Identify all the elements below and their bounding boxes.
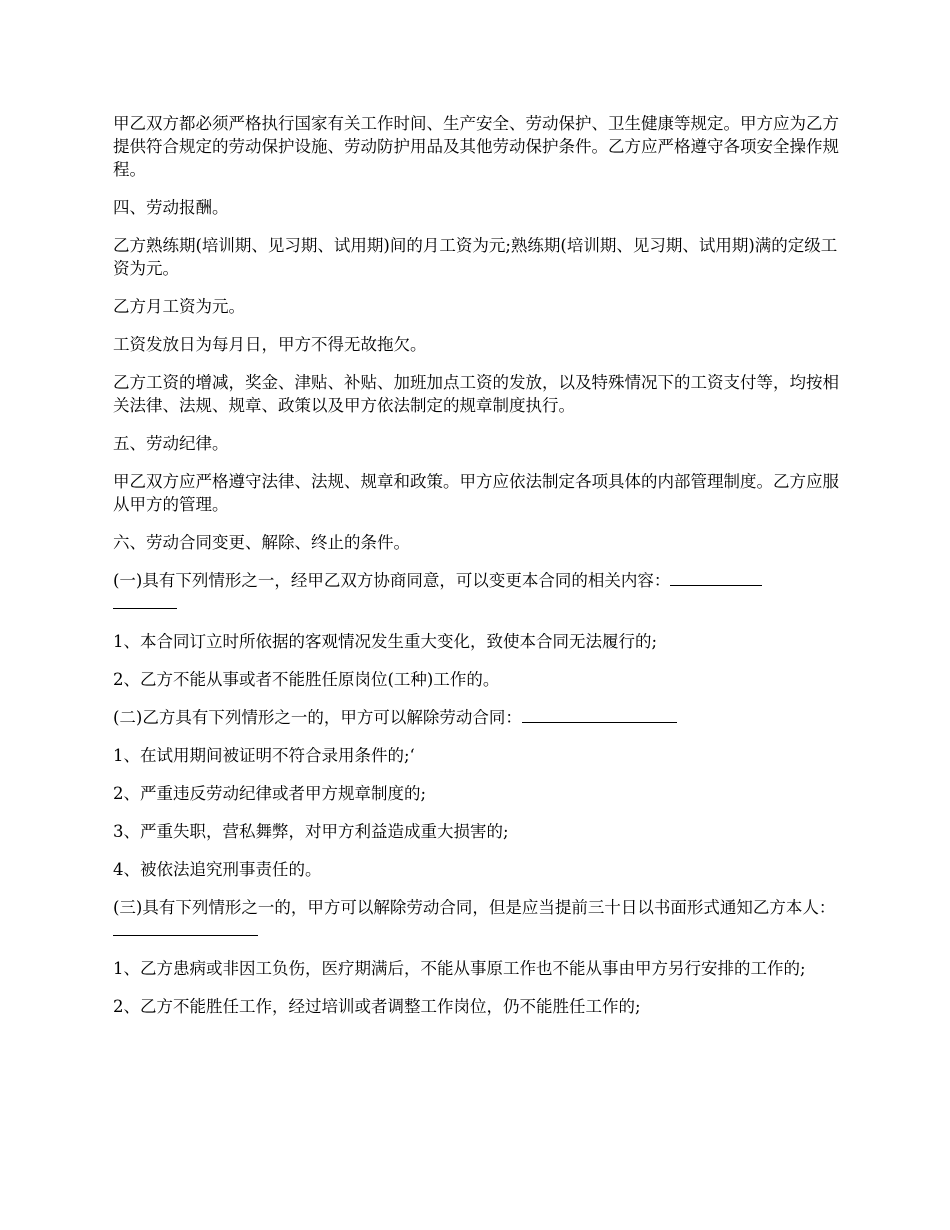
fill-in-blank xyxy=(113,592,177,609)
clause-1-item-2: 2、乙方不能从事或者不能胜任原岗位(工种)工作的。 xyxy=(113,670,500,689)
paragraph-wage-adjustment: 乙方工资的增减，奖金、津贴、补贴、加班加点工资的发放，以及特殊情况下的工资支付等，均按相关法律、法规、规章、政策以及甲方依法制定的规章制度执行。 xyxy=(113,373,839,415)
clause-2-item-4: 4、被依法追究刑事责任的。 xyxy=(113,860,322,879)
clause-3-notice-termination xyxy=(113,896,853,942)
section-heading-contract-changes: 六、劳动合同变更、解除、终止的条件。 xyxy=(113,533,410,552)
fill-in-blank xyxy=(670,569,762,586)
paragraph-probation-wage: 乙方熟练期(培训期、见习期、试用期)间的月工资为元;熟练期(培训期、见习期、试用期)满的定级工资为元。 xyxy=(113,236,838,278)
paragraph-discipline-rules: 甲乙双方应严格遵守法律、法规、规章和政策。甲方应依法制定各项具体的内部管理制度。乙方应服从甲方的管理。 xyxy=(113,472,839,514)
clause-1-text: (一)具有下列情形之一，经甲乙双方协商同意，可以变更本合同的相关内容： xyxy=(113,571,671,590)
fill-in-blank xyxy=(522,706,677,723)
clause-3-text: (三)具有下列情形之一的，甲方可以解除劳动合同，但是应当提前三十日以书面形式通知乙方本人： xyxy=(113,898,836,917)
section-heading-remuneration: 四、劳动报酬。 xyxy=(113,198,229,217)
clause-2-text: (二)乙方具有下列情形之一的，甲方可以解除劳动合同： xyxy=(113,708,522,727)
document-page xyxy=(113,112,853,1033)
clause-2-item-3: 3、严重失职，营私舞弊，对甲方利益造成重大损害的; xyxy=(113,822,509,841)
clause-1-item-1: 1、本合同订立时所依据的客观情况发生重大变化，致使本合同无法履行的; xyxy=(113,632,658,651)
clause-1-modification xyxy=(113,569,853,615)
clause-3-item-2: 2、乙方不能胜任工作，经过培训或者调整工作岗位，仍不能胜任工作的; xyxy=(113,997,641,1016)
paragraph-safety-rules: 甲乙双方都必须严格执行国家有关工作时间、生产安全、劳动保护、卫生健康等规定。甲方应为乙方提供符合规定的劳动保护设施、劳动防护用品及其他劳动保护条件。乙方应严格遵守各项安全操作规程。 xyxy=(113,114,839,179)
fill-in-blank xyxy=(113,919,258,936)
clause-2-item-1: 1、在试用期间被证明不符合录用条件的;‘ xyxy=(113,746,415,765)
paragraph-payday: 工资发放日为每月日，甲方不得无故拖欠。 xyxy=(113,335,427,354)
clause-3-item-1: 1、乙方患病或非因工负伤，医疗期满后，不能从事原工作也不能从事由甲方另行安排的工作的; xyxy=(113,959,806,978)
clause-2-item-2: 2、严重违反劳动纪律或者甲方规章制度的; xyxy=(113,784,427,803)
clause-2-termination xyxy=(113,706,853,729)
paragraph-monthly-wage: 乙方月工资为元。 xyxy=(113,297,245,316)
section-heading-discipline: 五、劳动纪律。 xyxy=(113,434,229,453)
